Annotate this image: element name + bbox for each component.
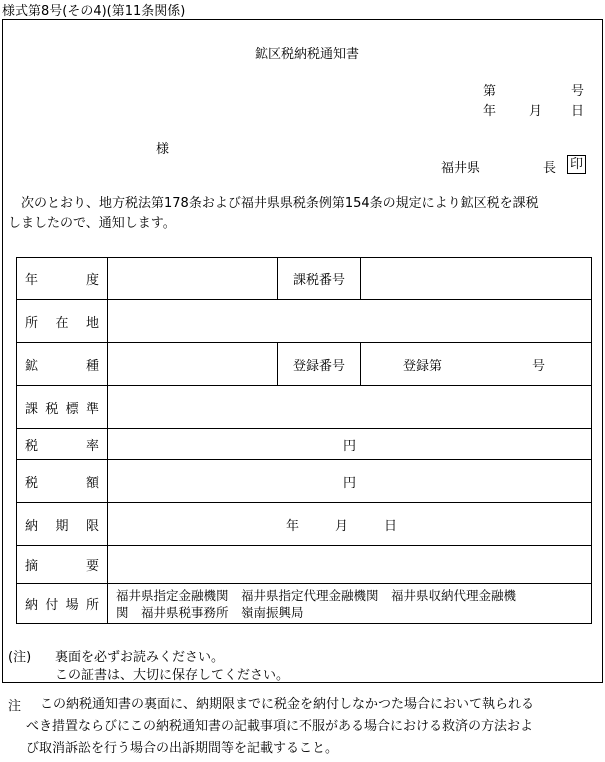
notes-line-2: この証書は、大切に保存してください。 <box>55 668 290 683</box>
registration-prefix: 登録第 <box>403 358 443 374</box>
footnote-marker: 注 <box>8 699 22 714</box>
value-remarks <box>108 546 592 584</box>
value-tax-number <box>361 258 592 300</box>
row-deadline <box>17 503 592 546</box>
label-remarks: 摘 要 <box>17 546 108 584</box>
label-mineral: 鉱 種 <box>17 343 108 386</box>
document-title: 鉱区税納税通知書 <box>255 47 360 62</box>
footnote-line-2: べき措置ならびにこの納税通知書の記載事項に不服がある場合における救済の方法およ <box>26 719 534 734</box>
row-tax-amount <box>17 460 592 503</box>
issuer-title: 長 <box>543 161 557 176</box>
row-payment-place <box>17 584 592 624</box>
label-tax-number: 課税番号 <box>278 258 361 300</box>
intro-text <box>8 194 539 234</box>
label-tax-rate: 税 率 <box>17 429 108 460</box>
registration-suffix: 号 <box>531 358 545 374</box>
label-registration-number: 登録番号 <box>278 343 361 386</box>
deadline-year: 年 <box>285 518 299 534</box>
value-fiscal-year <box>108 258 278 300</box>
label-location: 所 在 地 <box>17 300 108 343</box>
footnote-line-1: この納税通知書の裏面に、納期限までに税金を納付しなかつた場合において執られる <box>40 697 535 712</box>
payment-place-line-1: 福井県指定金融機関 福井県指定代理金融機関 福井県収納代理金融機 <box>116 587 517 603</box>
footnote-line-3: び取消訴訟を行う場合の出訴期間等を記載すること。 <box>26 741 339 756</box>
notes-line-1: 裏面を必ずお読みください。 <box>55 650 225 665</box>
intro-line-1: 次のとおり、地方税法第178条および福井県県税条例第154条の規定により鉱区税を課税 <box>21 196 539 211</box>
number-suffix: 号 <box>571 84 585 99</box>
issuer-prefecture: 福井県 <box>441 161 481 176</box>
payment-place-line-2: 関 福井県税事務所 嶺南振興局 <box>116 604 304 620</box>
row-tax-basis <box>17 386 592 429</box>
label-tax-basis: 課 税 標 準 <box>17 386 108 429</box>
deadline-month: 月 <box>334 518 348 534</box>
label-deadline: 納 期 限 <box>17 503 108 546</box>
row-fiscal-year <box>17 258 592 300</box>
intro-line-2: しましたので、通知します。 <box>8 216 176 231</box>
seal-mark: 印 <box>567 155 586 174</box>
row-remarks <box>17 546 592 584</box>
row-mineral <box>17 343 592 386</box>
value-payment-place <box>108 584 592 624</box>
notes-marker: (注) <box>8 650 32 665</box>
date-day: 日 <box>571 104 585 119</box>
value-registration-number <box>361 343 592 386</box>
date-year: 年 <box>483 104 497 119</box>
row-location <box>17 300 592 343</box>
seal-mark-wrap <box>567 155 586 174</box>
row-tax-rate <box>17 429 592 460</box>
value-location <box>108 300 592 343</box>
value-tax-amount: 円 <box>108 460 592 503</box>
label-fiscal-year: 年 度 <box>17 258 108 300</box>
number-prefix: 第 <box>483 84 497 99</box>
deadline-day: 日 <box>384 518 398 534</box>
form-number: 様式第8号(その4)(第11条関係) <box>2 4 186 19</box>
date-month: 月 <box>529 104 543 119</box>
value-tax-rate: 円 <box>108 429 592 460</box>
tax-details-table <box>16 257 592 624</box>
footnote-text <box>26 694 535 760</box>
value-tax-basis <box>108 386 592 429</box>
addressee-suffix: 様 <box>156 142 170 157</box>
value-deadline <box>108 503 592 546</box>
value-mineral <box>108 343 278 386</box>
label-tax-amount: 税 額 <box>17 460 108 503</box>
label-payment-place: 納 付 場 所 <box>17 584 108 624</box>
